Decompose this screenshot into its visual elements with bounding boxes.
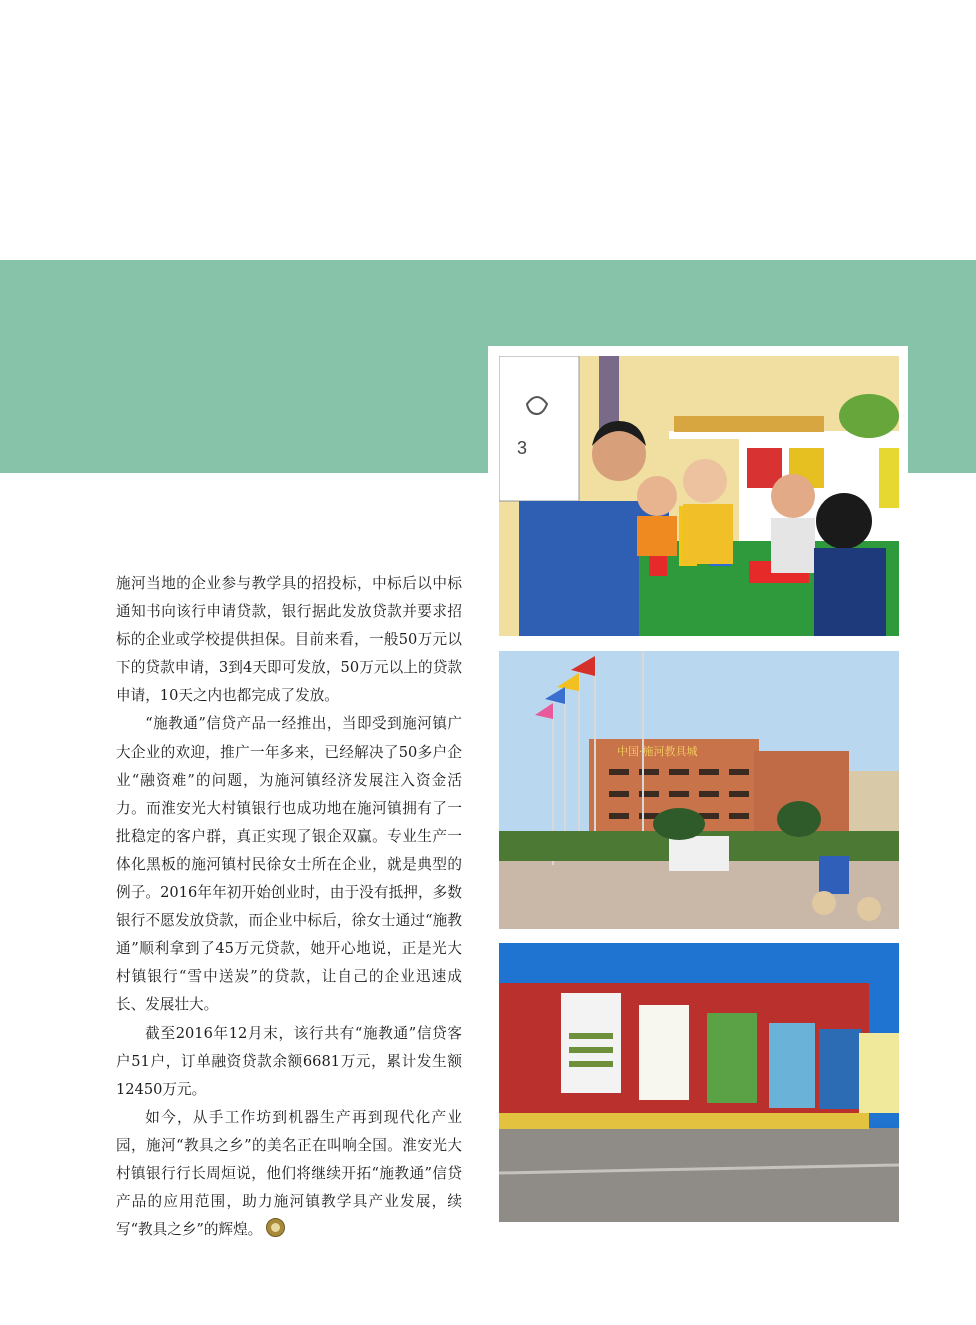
paragraph: 截至2016年12月末，该行共有“施教通”信贷客户51户，订单融资贷款余额6681万元，累计发生额12450万元。: [116, 1024, 462, 1098]
photo-classroom: [499, 356, 899, 636]
photo-exhibition: [499, 943, 899, 1222]
paragraph: “施教通”信贷产品一经推出，当即受到施河镇广大企业的欢迎，推广一年多来，已经解决了50多户企业“融资难”的问题，为施河镇经济发展注入资金活力。而淮安光大村镇银行也成功地在施河镇拥有了一批稳定的客户群，真正实现了银企双赢。专业生产一体化黑板的施河镇村民徐女士所在企业，就是典型的例子。2016年年初开始创业时，由于没有抵押，多数银行不愿发放贷款，而企业中标后，徐女士通过“施教通”顺利拿到了45万元贷款，她开心地说，正是光大村镇银行“雪中送炭”的贷款，让自己的企业迅速成长、发展壮大。: [116, 715, 462, 1014]
end-mark-icon: [266, 1218, 285, 1237]
article-body: [116, 570, 462, 1244]
paragraph-text: 如今，从手工作坊到机器生产再到现代化产业园，施河“教具之乡”的美名正在叫响全国。淮安光大村镇银行行长周烜说，他们将继续开拓“施教通”信贷产品的应用范围，助力施河镇教学具产业发展，续写“教具之乡”的辉煌。: [116, 1108, 462, 1239]
photo-building: [499, 651, 899, 929]
whiteboard-digit: 3: [517, 438, 528, 458]
building-sign: 中国·施河教具城: [617, 745, 698, 758]
paragraph: 施河当地的企业参与教学具的招投标，中标后以中标通知书向该行申请贷款，银行据此发放贷款并要求招标的企业或学校提供担保。目前来看，一般50万元以下的贷款申请，3到4天即可发放，50万元以上的贷款申请，10天之内也都完成了发放。: [116, 575, 462, 705]
paragraph-last: [116, 1104, 462, 1244]
